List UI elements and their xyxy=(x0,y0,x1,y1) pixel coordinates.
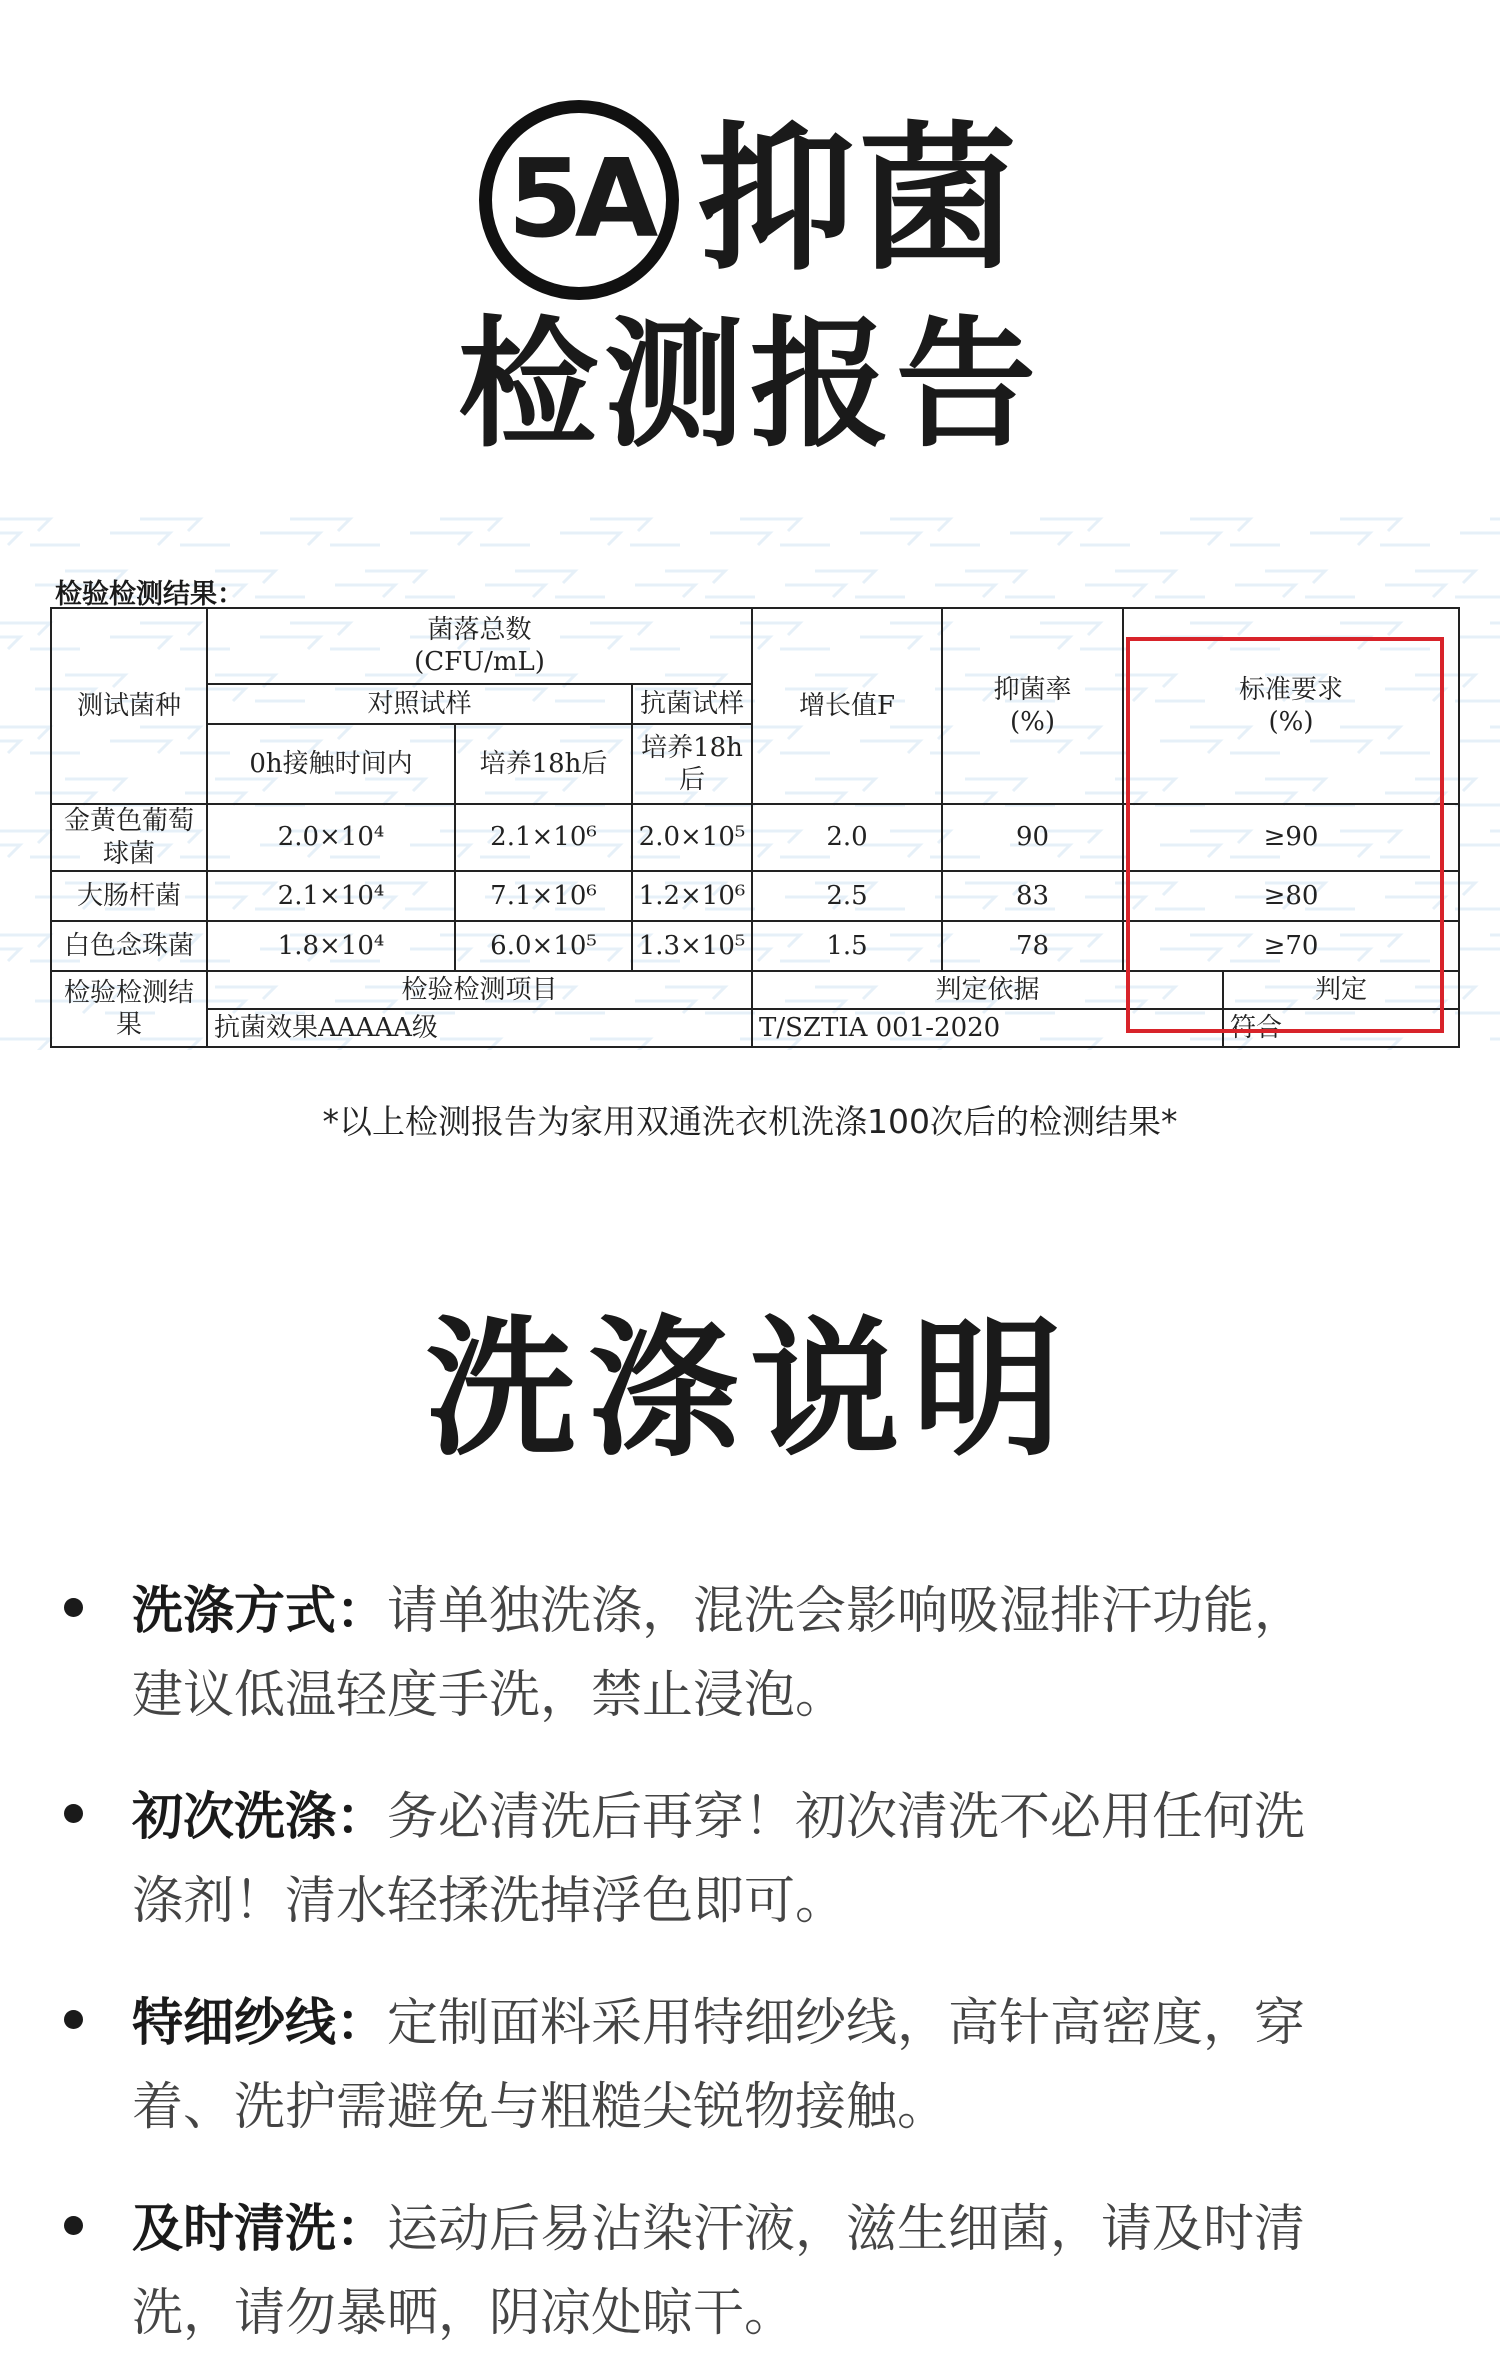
header-antibacterial-sample: 抗菌试样 xyxy=(632,684,752,724)
item-line1: 定制面料采用特细纱线，高针高密度，穿 xyxy=(387,1994,1306,2053)
cell-standard: ≥90 xyxy=(1123,804,1459,871)
footer-item-header: 检验检测项目 xyxy=(207,971,752,1009)
watermark-mark xyxy=(1235,571,1355,597)
watermark-mark xyxy=(1460,1039,1500,1050)
watermark-mark xyxy=(0,519,80,545)
watermark-mark xyxy=(1310,519,1430,545)
cell-control-18h: 2.1×10⁶ xyxy=(455,804,632,871)
cell-standard: ≥70 xyxy=(1123,921,1459,971)
cell-strain: 大肠杆菌 xyxy=(51,871,207,921)
footer-label: 检验检测结果 xyxy=(51,971,207,1047)
item-label: 及时清洗： xyxy=(132,2200,388,2259)
cell-growth: 2.5 xyxy=(752,871,942,921)
footer-item: 抗菌效果AAAAA级 xyxy=(207,1009,752,1047)
inhibition-unit: (%) xyxy=(1010,707,1056,737)
bullet-icon xyxy=(64,2010,83,2029)
watermark-mark xyxy=(335,571,455,597)
watermark-mark xyxy=(1460,519,1500,545)
item-line2: 着、洗护需避免与粗糙尖锐物接触。 xyxy=(132,2078,949,2137)
watermark-mark xyxy=(1460,623,1500,649)
header-growth: 增长值F xyxy=(752,608,942,804)
cell-control-18h: 6.0×10⁵ xyxy=(455,921,632,971)
standard-label: 标准要求 xyxy=(1239,674,1344,705)
watermark-mark xyxy=(785,571,905,597)
cell-standard: ≥80 xyxy=(1123,871,1459,921)
watermark-mark xyxy=(1160,519,1280,545)
watermark-mark xyxy=(485,571,605,597)
item-label: 特细纱线： xyxy=(132,1994,388,2053)
header-antibacterial-18h: 培养18h后 xyxy=(632,724,752,804)
cell-contact-0h: 1.8×10⁴ xyxy=(207,921,455,971)
cell-contact-0h: 2.0×10⁴ xyxy=(207,804,455,871)
wash-section-title: 洗涤说明 xyxy=(425,1303,1074,1477)
report-caption: 检验检测结果： xyxy=(55,579,244,610)
watermark-mark xyxy=(410,519,530,545)
header-colony-total xyxy=(207,608,752,684)
item-line1: 运动后易沾染汗液，滋生细菌，请及时清 xyxy=(387,2200,1306,2259)
cell-strain: 金黄色葡萄球菌 xyxy=(51,804,207,871)
cell-antibacterial-18h: 1.2×10⁶ xyxy=(632,871,752,921)
title-row xyxy=(0,95,1500,305)
item-label: 初次洗涤： xyxy=(132,1788,388,1847)
cell-strain: 白色念珠菌 xyxy=(51,921,207,971)
cell-rate: 90 xyxy=(942,804,1123,871)
watermark-mark xyxy=(635,571,755,597)
footer-basis-header: 判定依据 xyxy=(752,971,1223,1009)
watermark-mark xyxy=(1460,831,1500,857)
item-line2: 涤剂！清水轻揉洗掉浮色即可。 xyxy=(132,1872,847,1931)
cell-growth: 2.0 xyxy=(752,804,942,871)
header-inhibition xyxy=(942,608,1123,804)
standard-highlight-box xyxy=(1126,637,1444,1033)
inhibition-label: 抑菌率 xyxy=(993,674,1072,705)
watermark-mark xyxy=(710,519,830,545)
watermark-mark xyxy=(1460,727,1500,753)
watermark-mark xyxy=(935,571,1055,597)
item-line1: 请单独洗涤，混洗会影响吸湿排汗功能， xyxy=(387,1582,1306,1641)
bullet-icon xyxy=(64,2216,83,2235)
cell-antibacterial-18h: 2.0×10⁵ xyxy=(632,804,752,871)
bullet-icon xyxy=(64,1804,83,1823)
footer-judgement-header: 判定 xyxy=(1223,971,1459,1009)
header-strain: 测试菌种 xyxy=(51,608,207,804)
footer-judgement: 符合 xyxy=(1223,1009,1459,1047)
watermark-mark xyxy=(560,519,680,545)
bullet-icon xyxy=(64,1598,83,1617)
colony-total-label: 菌落总数 xyxy=(427,614,532,645)
item-line2: 建议低温轻度手洗，禁止浸泡。 xyxy=(132,1666,847,1725)
watermark-mark xyxy=(260,519,380,545)
item-line1: 务必清洗后再穿！初次清洗不必用任何洗 xyxy=(387,1788,1306,1847)
header-contact-0h: 0h接触时间内 xyxy=(207,724,455,804)
standard-unit: (%) xyxy=(1268,707,1314,737)
cell-growth: 1.5 xyxy=(752,921,942,971)
watermark-mark xyxy=(1460,935,1500,961)
page-title: 抑菌 xyxy=(697,108,1021,292)
footer-basis: T/SZTIA 001-2020 xyxy=(752,1009,1223,1047)
badge-5a: 5A xyxy=(479,100,679,300)
cell-contact-0h: 2.1×10⁴ xyxy=(207,871,455,921)
cell-antibacterial-18h: 1.3×10⁵ xyxy=(632,921,752,971)
page-subtitle: 检测报告 xyxy=(457,304,1042,467)
cell-rate: 78 xyxy=(942,921,1123,971)
watermark-mark xyxy=(1385,571,1500,597)
watermark-mark xyxy=(1010,519,1130,545)
watermark-mark xyxy=(1085,571,1205,597)
cell-rate: 83 xyxy=(942,871,1123,921)
header-control-18h: 培养18h后 xyxy=(455,724,632,804)
watermark-mark xyxy=(860,519,980,545)
item-line2: 洗，请勿暴晒，阴凉处晾干。 xyxy=(132,2284,796,2343)
item-label: 洗涤方式： xyxy=(132,1582,388,1641)
colony-unit-label: (CFU/mL) xyxy=(414,647,545,677)
header-control-sample: 对照试样 xyxy=(207,684,632,724)
report-footnote: *以上检测报告为家用双通洗衣机洗涤100次后的检测结果* xyxy=(322,1102,1178,1141)
cell-control-18h: 7.1×10⁶ xyxy=(455,871,632,921)
watermark-mark xyxy=(110,519,230,545)
